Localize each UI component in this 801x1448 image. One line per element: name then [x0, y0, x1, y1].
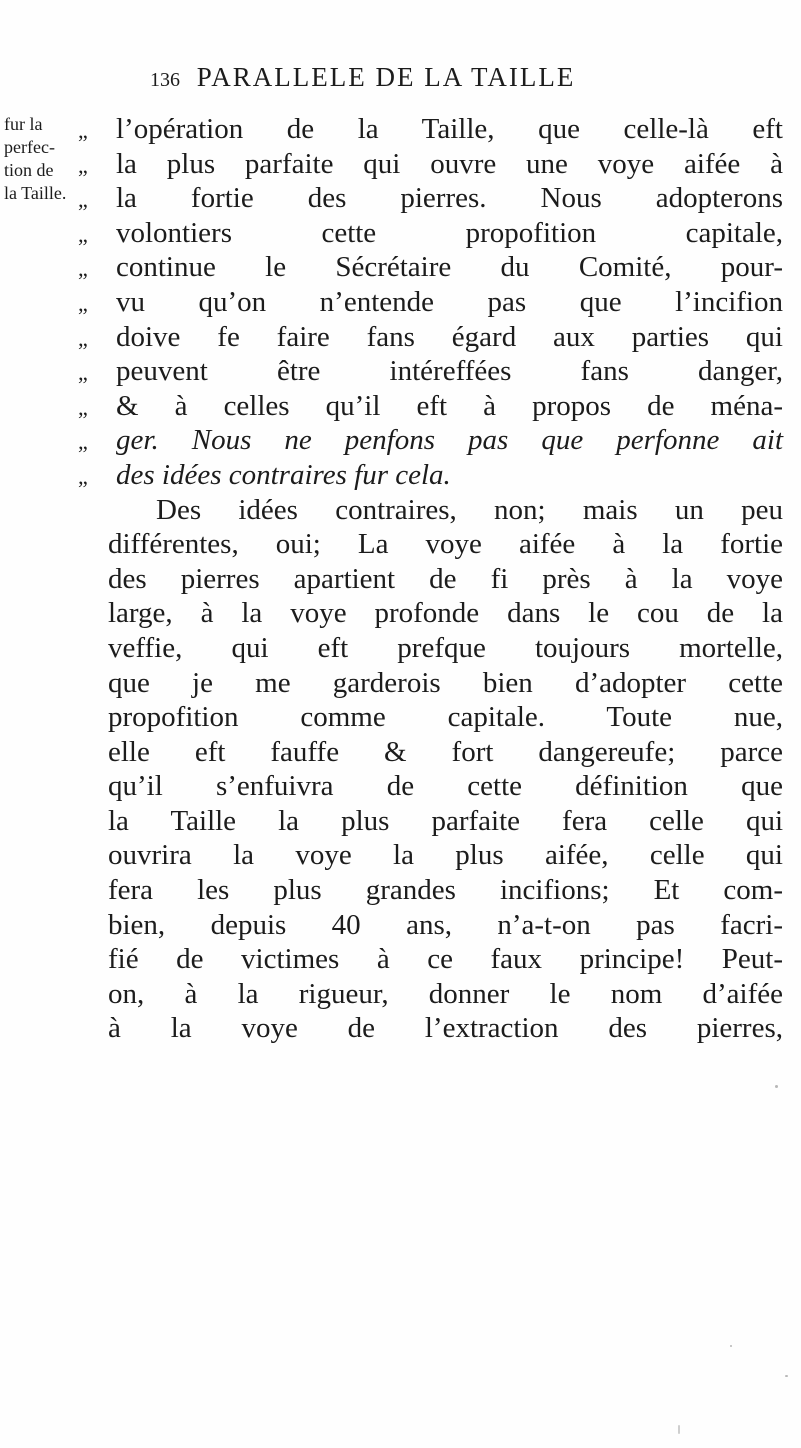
- line-text: veffie, qui eft prefque toujours mortelle,: [108, 631, 783, 664]
- line-text: fera les plus grandes incifions; Et com-: [108, 874, 783, 907]
- line-text: on, à la rigueur, donner le nom d’aifée: [108, 977, 783, 1010]
- quote-mark: „: [78, 221, 88, 247]
- body-text: [78, 112, 783, 1046]
- line-text: propofition comme capitale. Toute nue,: [108, 701, 783, 734]
- paragraph-line: [78, 493, 783, 528]
- line-text: & à celles qu’il eft à propos de ména-: [116, 389, 783, 422]
- line-text: vu qu’on n’entende pas que l’incifion: [116, 285, 783, 318]
- margin-note-line: fur la: [4, 114, 43, 134]
- quote-mark: „: [78, 118, 88, 143]
- quote-mark: „: [78, 290, 88, 316]
- line-text: doive fe faire fans égard aux parties qui: [116, 320, 783, 353]
- line-text: différentes, oui; La voye aifée à la fortie: [108, 528, 783, 561]
- line-text: peuvent être intéreffées fans danger,: [116, 355, 783, 388]
- quoted-line: [78, 285, 783, 320]
- line-text: à la voye de l’extraction des pierres,: [108, 1012, 783, 1045]
- line-text: la Taille la plus parfaite fera celle qui: [108, 804, 783, 837]
- paragraph-line: [78, 908, 783, 943]
- paragraph-line: [78, 562, 783, 597]
- paragraph-line: [78, 1011, 783, 1046]
- quote-mark: „: [78, 360, 88, 386]
- paper-speck: [678, 1425, 680, 1434]
- paragraph-line: [78, 977, 783, 1012]
- quoted-line: [78, 389, 783, 424]
- line-text: la plus parfaite qui ouvre une voye aifée à: [116, 147, 783, 180]
- running-title: PARALLELE DE LA TAILLE: [196, 62, 576, 92]
- line-text: l’opération de la Taille, que celle-là eft: [116, 113, 783, 145]
- quote-mark: „: [78, 152, 88, 178]
- quoted-line: [78, 216, 783, 251]
- margin-note: [4, 113, 67, 205]
- quoted-line: [78, 250, 783, 285]
- quote-mark: „: [78, 463, 88, 489]
- line-text: bien, depuis 40 ans, n’a-t-on pas facri-: [108, 908, 783, 941]
- quote-mark: „: [78, 187, 88, 213]
- line-text: elle eft fauffe & fort dangereufe; parce: [108, 735, 783, 768]
- quoted-line: [78, 112, 783, 147]
- line-text: continue le Sécrétaire du Comité, pour-: [116, 251, 783, 284]
- paragraph-line: [78, 873, 783, 908]
- line-text: qu’il s’enfuivra de cette définition que: [108, 770, 783, 803]
- quote-mark: „: [78, 429, 88, 455]
- paragraph-line: [78, 769, 783, 804]
- quoted-line: [78, 147, 783, 182]
- quote-mark: „: [78, 325, 88, 351]
- line-text: volontiers cette propofition capitale,: [116, 216, 783, 249]
- line-text: des pierres apartient de fi près à la voye: [108, 562, 783, 595]
- quoted-line: [78, 181, 783, 216]
- quoted-line: [78, 458, 783, 493]
- line-text: ger. Nous ne penfons pas que perfonne ait: [116, 424, 783, 457]
- paper-speck: [730, 1345, 732, 1347]
- line-text: des idées contraires fur cela.: [116, 458, 451, 491]
- line-text: large, à la voye profonde dans le cou de la: [108, 597, 783, 630]
- paragraph-line: [78, 700, 783, 735]
- line-text: la fortie des pierres. Nous adopterons: [116, 182, 783, 215]
- quoted-line: [78, 354, 783, 389]
- paper-speck: [775, 1085, 778, 1088]
- paragraph-line: [78, 596, 783, 631]
- quote-mark: „: [78, 394, 88, 420]
- line-text: Des idées contraires, non; mais un peu: [156, 493, 783, 526]
- paragraph-line: [78, 838, 783, 873]
- quoted-line: [78, 320, 783, 355]
- paragraph-line: [78, 527, 783, 562]
- quote-mark: „: [78, 256, 88, 282]
- line-text: que je me garderois bien d’adopter cette: [108, 666, 783, 699]
- paragraph-line: [78, 666, 783, 701]
- line-text: fié de victimes à ce faux principe! Peut-: [108, 943, 783, 976]
- paragraph-line: [78, 735, 783, 770]
- paragraph-line: [78, 631, 783, 666]
- margin-note-line: tion de: [4, 160, 54, 180]
- line-text: ouvrira la voye la plus aifée, celle qui: [108, 839, 783, 872]
- paragraph-line: [78, 942, 783, 977]
- margin-note-line: la Taille.: [4, 183, 67, 203]
- page-number: 136: [150, 69, 180, 91]
- quoted-line: [78, 423, 783, 458]
- margin-note-line: perfec-: [4, 137, 55, 157]
- paper-speck: [785, 1375, 788, 1377]
- running-header: [150, 62, 750, 98]
- paragraph-line: [78, 804, 783, 839]
